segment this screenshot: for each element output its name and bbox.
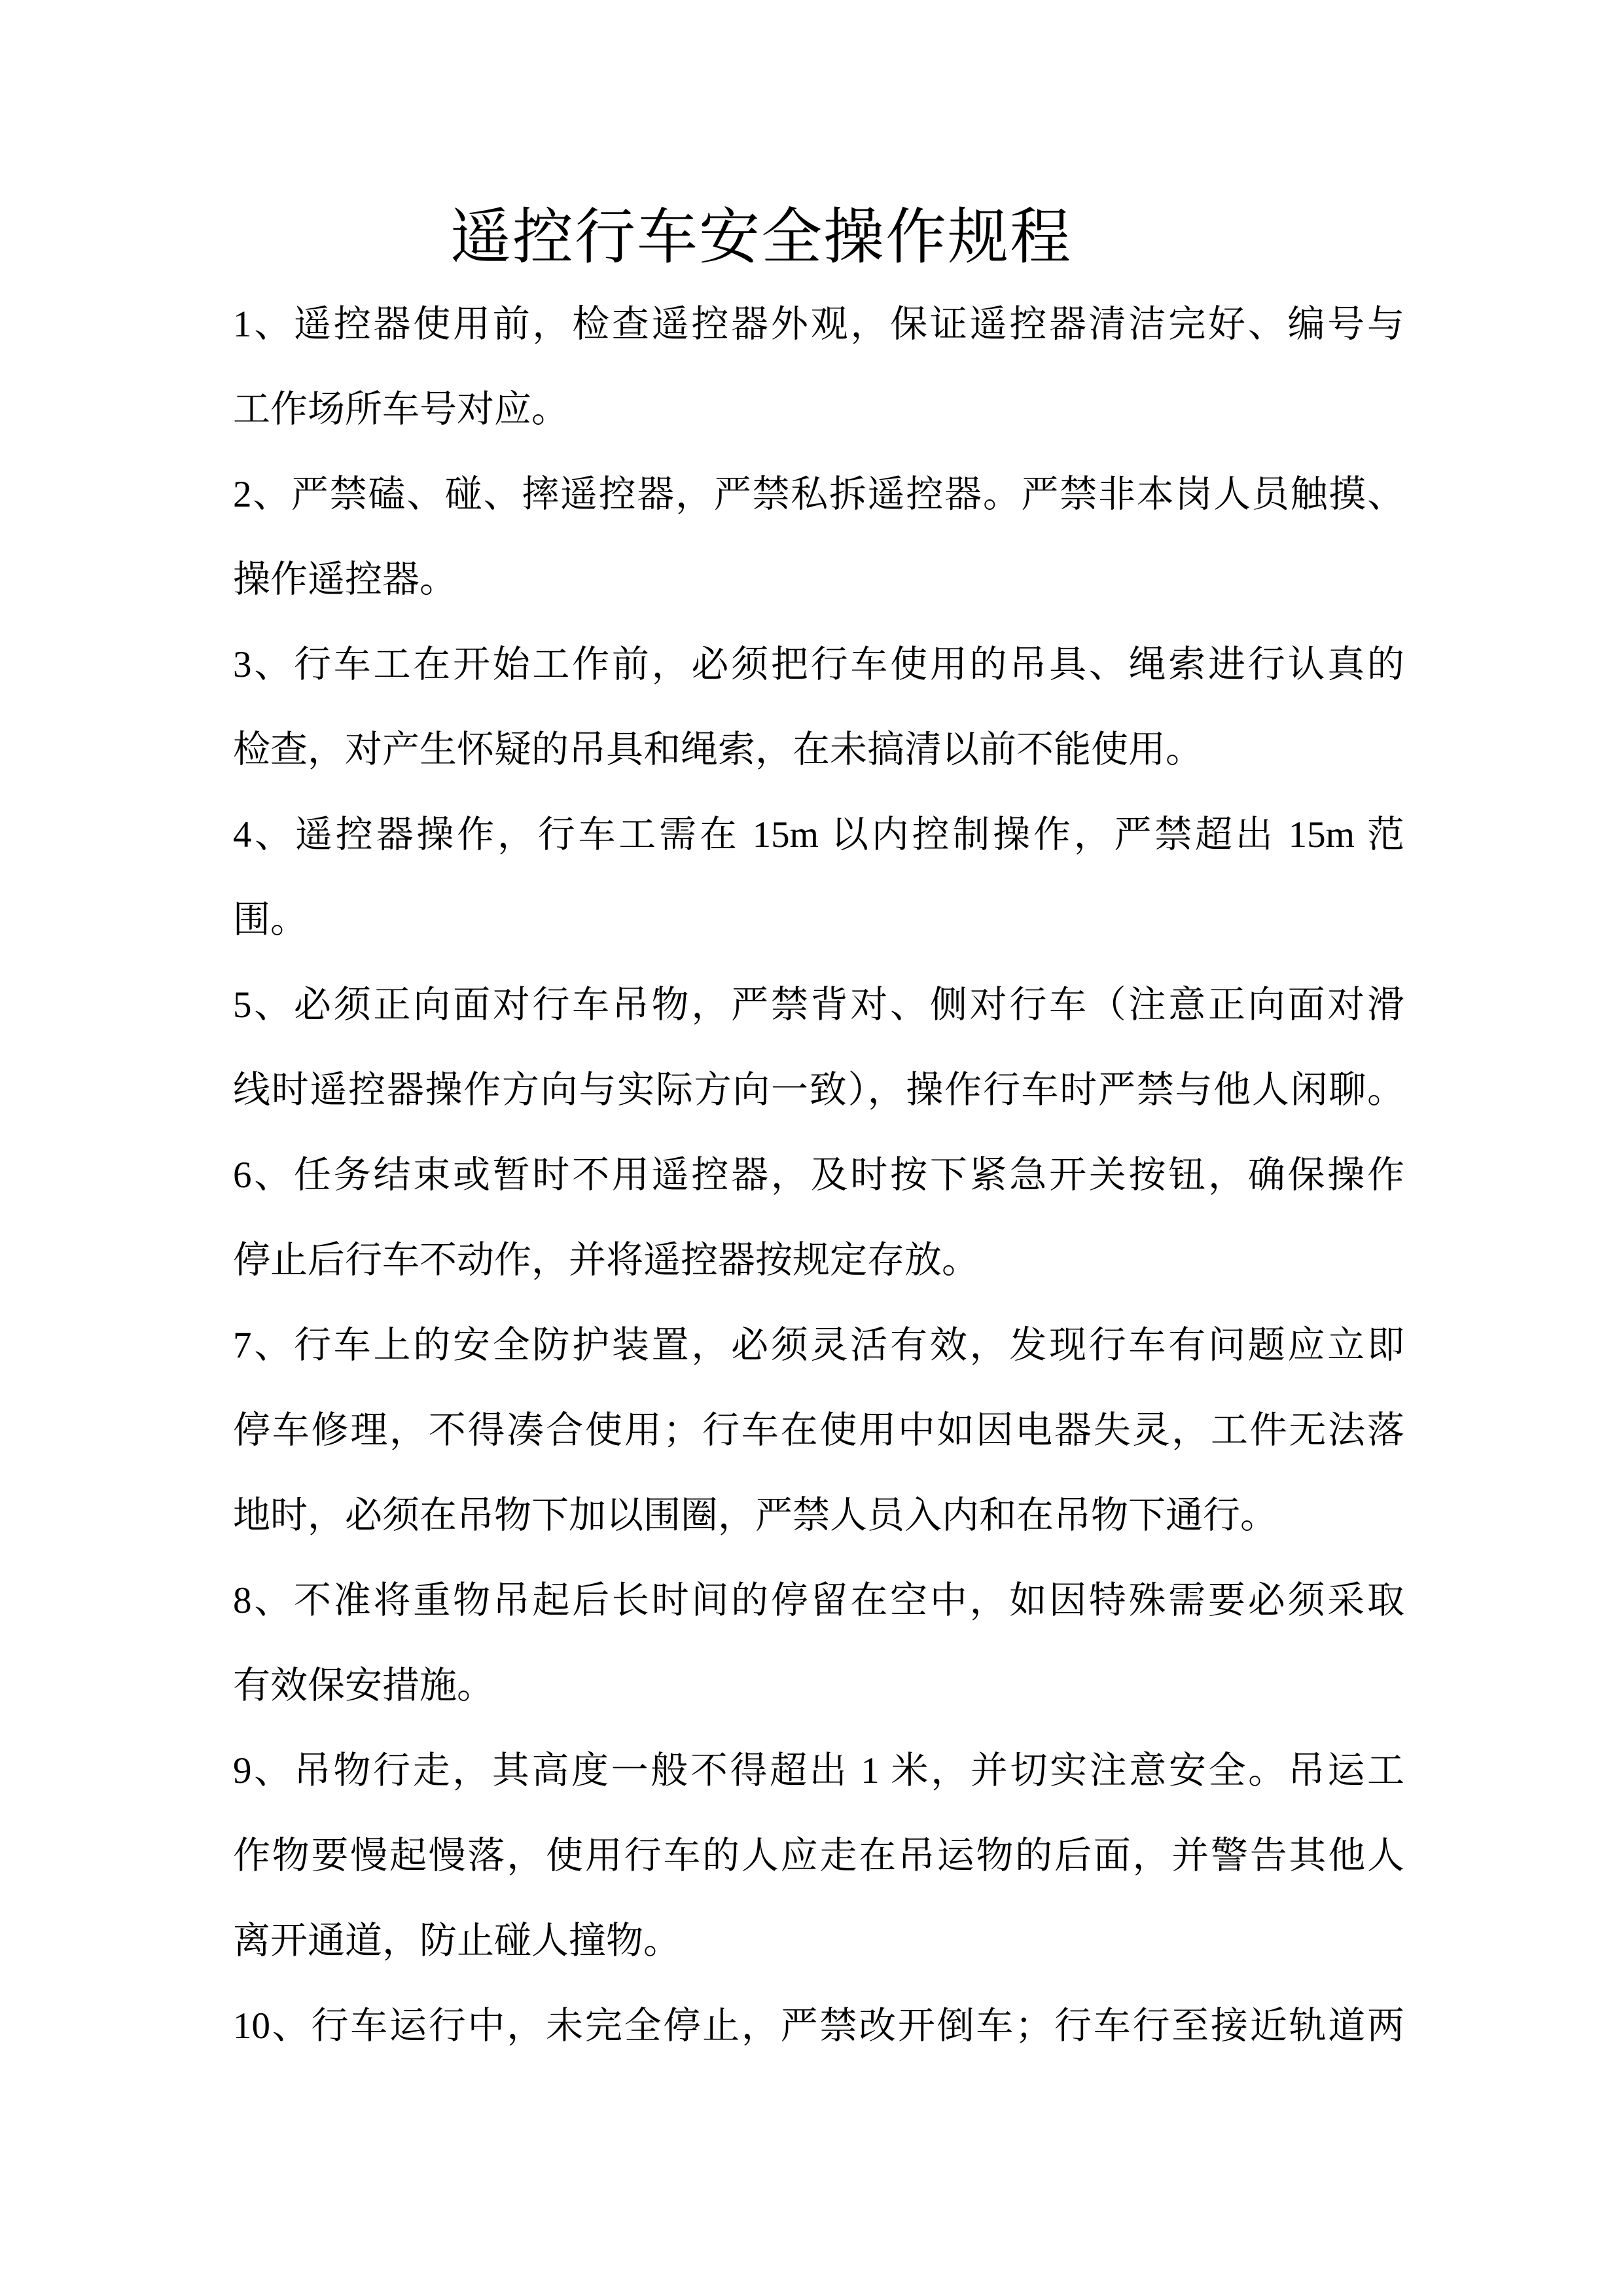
item-8-line-1: 8、不准将重物吊起后长时间的停留在空中，如因特殊需要必须采取: [233, 1580, 1404, 1621]
item-1-line-1: 1、遥控器使用前，检查遥控器外观，保证遥控器清洁完好、编号与: [233, 304, 1404, 345]
item-6-line-2: 停止后行车不动作，并将遥控器按规定存放。: [233, 1240, 979, 1281]
item-2-line-2: 操作遥控器。: [233, 559, 457, 600]
item-4-line-2: 围。: [233, 899, 308, 941]
item-1-line-2: 工作场所车号对应。: [233, 389, 569, 430]
document-title: 遥控行车安全操作规程: [450, 204, 1072, 272]
item-7-line-3: 地时，必须在吊物下加以围圈，严禁人员入内和在吊物下通行。: [233, 1495, 1277, 1536]
item-5-line-1: 5、必须正向面对行车吊物，严禁背对、侧对行车（注意正向面对滑: [233, 984, 1404, 1026]
item-9-line-3: 离开通道，防止碰人撞物。: [233, 1920, 681, 1962]
item-6-line-1: 6、任务结束或暂时不用遥控器，及时按下紧急开关按钮，确保操作: [233, 1155, 1404, 1196]
item-3-line-2: 检查，对产生怀疑的吊具和绳索，在未搞清以前不能使用。: [233, 729, 1203, 770]
item-8-line-2: 有效保安措施。: [233, 1665, 494, 1706]
item-2-line-1: 2、严禁磕、碰、摔遥控器，严禁私拆遥控器。严禁非本岗人员触摸、: [233, 474, 1404, 515]
item-3-line-1: 3、行车工在开始工作前，必须把行车使用的吊具、绳索进行认真的: [233, 644, 1404, 685]
item-9-line-1: 9、吊物行走，其高度一般不得超出 1 米，并切实注意安全。吊运工: [233, 1750, 1404, 1791]
item-4-line-1: 4、遥控器操作，行车工需在 15m 以内控制操作，严禁超出 15m 范: [233, 814, 1404, 855]
item-7-line-2: 停车修理，不得凑合使用；行车在使用中如因电器失灵，工件无法落: [233, 1410, 1404, 1451]
document-body: [233, 282, 1404, 2069]
item-10-line-1: 10、行车运行中，未完全停止，严禁改开倒车；行车行至接近轨道两: [233, 2005, 1404, 2047]
item-5-line-2: 线时遥控器操作方向与实际方向一致），操作行车时严禁与他人闲聊。: [233, 1069, 1404, 1111]
item-7-line-1: 7、行车上的安全防护装置，必须灵活有效，发现行车有问题应立即: [233, 1325, 1404, 1366]
item-9-line-2: 作物要慢起慢落，使用行车的人应走在吊运物的后面，并警告其他人: [233, 1835, 1404, 1876]
